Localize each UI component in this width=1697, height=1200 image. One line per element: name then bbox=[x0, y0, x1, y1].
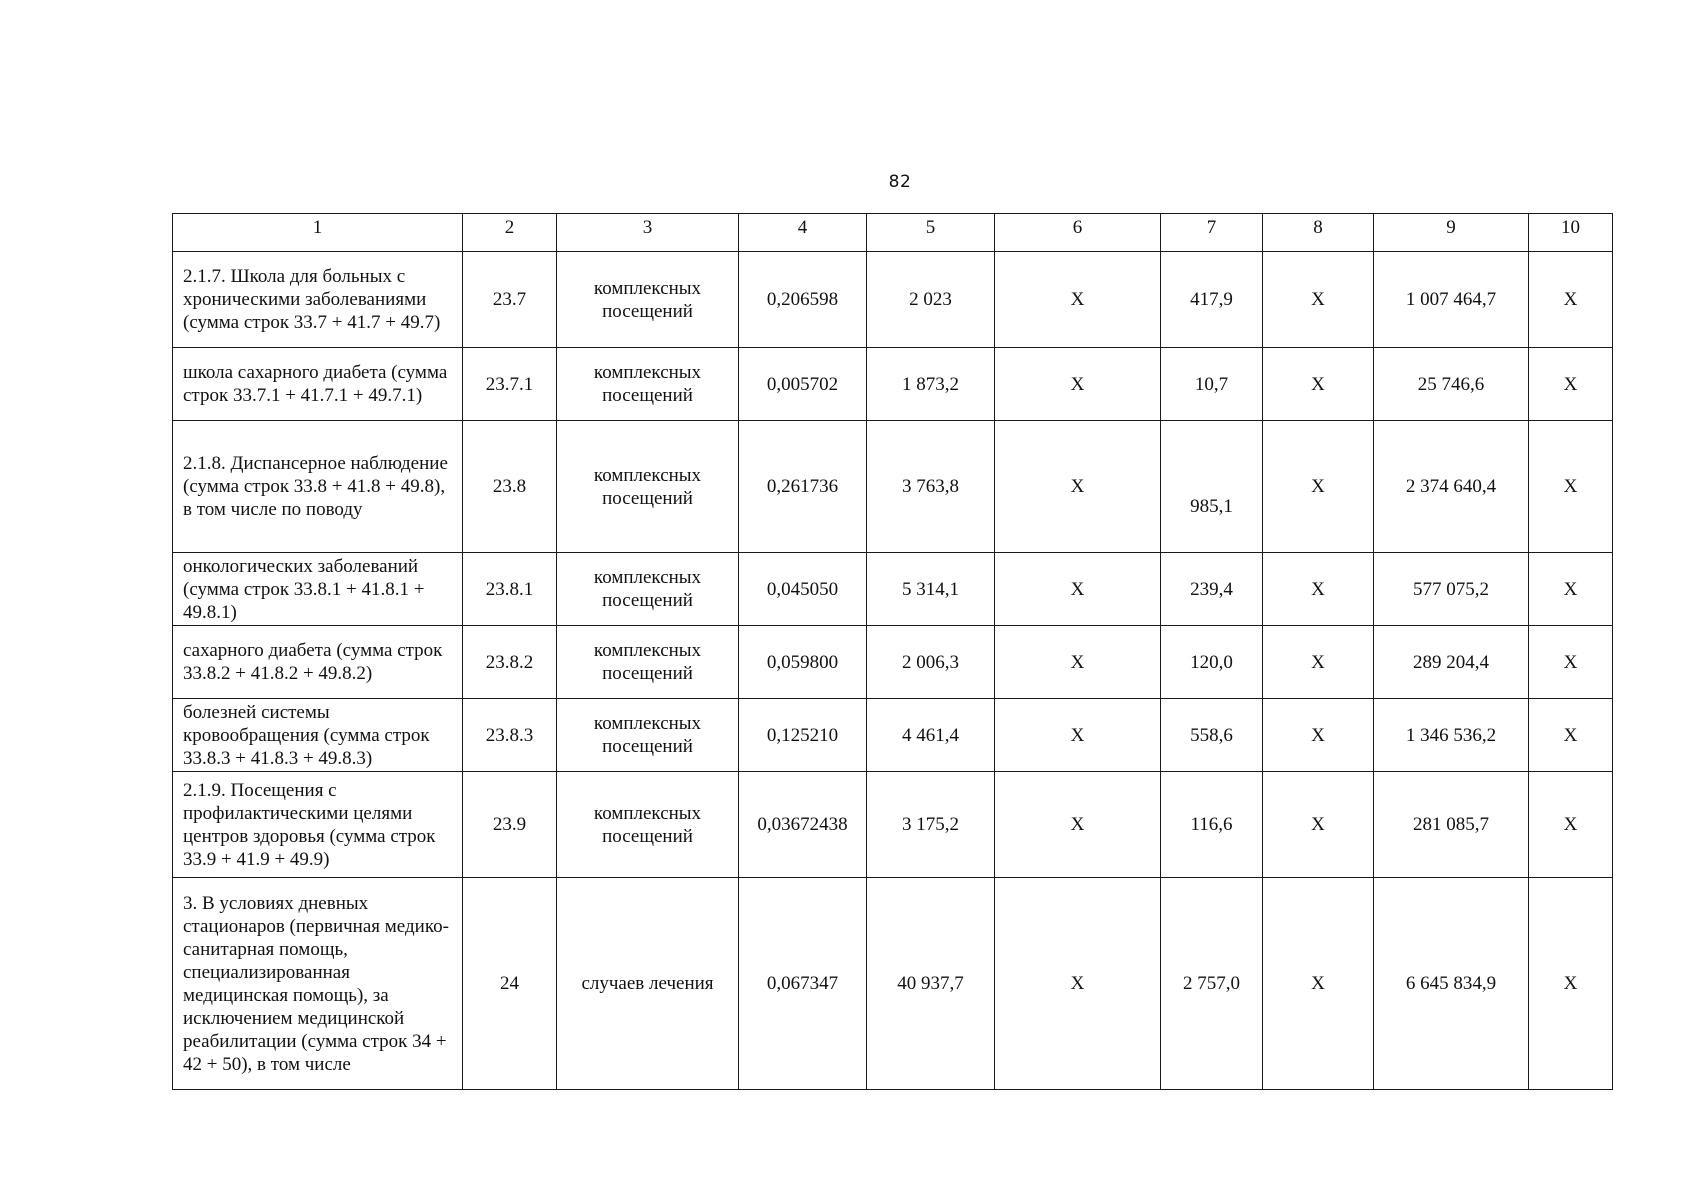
row-cell-6: Х bbox=[995, 878, 1161, 1090]
row-name-cell: 2.1.9. Посещения с профилактическими целями центров здоровья (сумма строк 33.9 + 41.9 + 49.9) bbox=[173, 772, 463, 878]
header-cell-6: 6 bbox=[995, 214, 1161, 252]
table-row bbox=[173, 421, 1613, 553]
row-unit-cell: комплексных посещений bbox=[557, 348, 739, 421]
header-cell-9: 9 bbox=[1374, 214, 1529, 252]
header-cell-10: 10 bbox=[1529, 214, 1613, 252]
row-cell-4: 0,067347 bbox=[739, 878, 867, 1090]
row-cell-4: 0,206598 bbox=[739, 252, 867, 348]
row-cell-10: Х bbox=[1529, 252, 1613, 348]
table-row bbox=[173, 553, 1613, 626]
row-name-cell: онкологических заболеваний (сумма строк 33.8.1 + 41.8.1 + 49.8.1) bbox=[173, 553, 463, 626]
row-cell-4: 0,125210 bbox=[739, 699, 867, 772]
header-cell-4: 4 bbox=[739, 214, 867, 252]
row-cell-4: 0,045050 bbox=[739, 553, 867, 626]
row-cell-5: 5 314,1 bbox=[867, 553, 995, 626]
row-cell-8: Х bbox=[1263, 252, 1374, 348]
row-cell-9: 577 075,2 bbox=[1374, 553, 1529, 626]
row-unit-cell: комплексных посещений bbox=[557, 421, 739, 553]
row-cell-8: Х bbox=[1263, 421, 1374, 553]
row-cell-6: Х bbox=[995, 348, 1161, 421]
row-cell-10: Х bbox=[1529, 772, 1613, 878]
row-cell-9: 25 746,6 bbox=[1374, 348, 1529, 421]
row-cell-9: 281 085,7 bbox=[1374, 772, 1529, 878]
row-cell-7: 558,6 bbox=[1161, 699, 1263, 772]
row-cell-8: Х bbox=[1263, 772, 1374, 878]
row-cell-9: 6 645 834,9 bbox=[1374, 878, 1529, 1090]
row-cell-7: 985,1 bbox=[1161, 421, 1263, 553]
table-row bbox=[173, 772, 1613, 878]
row-name-cell: болезней системы кровообращения (сумма строк 33.8.3 + 41.8.3 + 49.8.3) bbox=[173, 699, 463, 772]
row-cell-10: Х bbox=[1529, 421, 1613, 553]
row-cell-6: Х bbox=[995, 626, 1161, 699]
header-cell-3: 3 bbox=[557, 214, 739, 252]
row-code-cell: 23.8.3 bbox=[463, 699, 557, 772]
row-cell-5: 40 937,7 bbox=[867, 878, 995, 1090]
row-cell-6: Х bbox=[995, 553, 1161, 626]
row-code-cell: 24 bbox=[463, 878, 557, 1090]
row-cell-9: 2 374 640,4 bbox=[1374, 421, 1529, 553]
row-unit-cell: комплексных посещений bbox=[557, 252, 739, 348]
header-cell-2: 2 bbox=[463, 214, 557, 252]
row-cell-7: 239,4 bbox=[1161, 553, 1263, 626]
header-cell-7: 7 bbox=[1161, 214, 1263, 252]
row-unit-cell: комплексных посещений bbox=[557, 699, 739, 772]
row-name-cell: школа сахарного диабета (сумма строк 33.7.1 + 41.7.1 + 49.7.1) bbox=[173, 348, 463, 421]
row-cell-8: Х bbox=[1263, 553, 1374, 626]
row-code-cell: 23.8 bbox=[463, 421, 557, 553]
table-row bbox=[173, 626, 1613, 699]
header-cell-1: 1 bbox=[173, 214, 463, 252]
row-cell-9: 289 204,4 bbox=[1374, 626, 1529, 699]
header-cell-5: 5 bbox=[867, 214, 995, 252]
row-unit-cell: комплексных посещений bbox=[557, 553, 739, 626]
row-cell-7: 116,6 bbox=[1161, 772, 1263, 878]
row-name-cell: сахарного диабета (сумма строк 33.8.2 + 41.8.2 + 49.8.2) bbox=[173, 626, 463, 699]
header-cell-8: 8 bbox=[1263, 214, 1374, 252]
row-cell-8: Х bbox=[1263, 626, 1374, 699]
row-name-cell: 2.1.8. Диспансерное наблюдение (сумма строк 33.8 + 41.8 + 49.8), в том числе по поводу bbox=[173, 421, 463, 553]
row-cell-8: Х bbox=[1263, 348, 1374, 421]
row-cell-4: 0,261736 bbox=[739, 421, 867, 553]
row-cell-7: 10,7 bbox=[1161, 348, 1263, 421]
row-cell-10: Х bbox=[1529, 553, 1613, 626]
row-cell-6: Х bbox=[995, 252, 1161, 348]
row-cell-5: 4 461,4 bbox=[867, 699, 995, 772]
table-row bbox=[173, 348, 1613, 421]
row-code-cell: 23.8.1 bbox=[463, 553, 557, 626]
row-cell-5: 3 175,2 bbox=[867, 772, 995, 878]
row-cell-6: Х bbox=[995, 421, 1161, 553]
row-code-cell: 23.7 bbox=[463, 252, 557, 348]
row-cell-7: 417,9 bbox=[1161, 252, 1263, 348]
row-cell-6: Х bbox=[995, 772, 1161, 878]
row-name-cell: 2.1.7. Школа для больных с хроническими заболеваниями (сумма строк 33.7 + 41.7 + 49.7) bbox=[173, 252, 463, 348]
table-row bbox=[173, 699, 1613, 772]
row-cell-8: Х bbox=[1263, 699, 1374, 772]
row-code-cell: 23.8.2 bbox=[463, 626, 557, 699]
row-cell-8: Х bbox=[1263, 878, 1374, 1090]
row-cell-10: Х bbox=[1529, 348, 1613, 421]
row-cell-10: Х bbox=[1529, 878, 1613, 1090]
page-number: 82 bbox=[888, 172, 912, 192]
header-row bbox=[173, 214, 1613, 252]
row-cell-4: 0,005702 bbox=[739, 348, 867, 421]
row-unit-cell: случаев лечения bbox=[557, 878, 739, 1090]
data-table bbox=[172, 213, 1613, 1090]
row-unit-cell: комплексных посещений bbox=[557, 626, 739, 699]
table-row bbox=[173, 252, 1613, 348]
row-cell-7: 120,0 bbox=[1161, 626, 1263, 699]
row-cell-5: 2 023 bbox=[867, 252, 995, 348]
row-cell-5: 3 763,8 bbox=[867, 421, 995, 553]
row-name-cell: 3. В условиях дневных стационаров (первичная медико-санитарная помощь, специализированная медицинская помощь), за исключением медицинской реабилитации (сумма строк 34 + 42 + 50), в том числе bbox=[173, 878, 463, 1090]
row-cell-4: 0,03672438 bbox=[739, 772, 867, 878]
row-cell-9: 1 346 536,2 bbox=[1374, 699, 1529, 772]
row-code-cell: 23.7.1 bbox=[463, 348, 557, 421]
row-cell-9: 1 007 464,7 bbox=[1374, 252, 1529, 348]
table-row bbox=[173, 878, 1613, 1090]
row-cell-5: 2 006,3 bbox=[867, 626, 995, 699]
row-cell-10: Х bbox=[1529, 699, 1613, 772]
row-cell-10: Х bbox=[1529, 626, 1613, 699]
row-cell-4: 0,059800 bbox=[739, 626, 867, 699]
row-cell-5: 1 873,2 bbox=[867, 348, 995, 421]
row-cell-6: Х bbox=[995, 699, 1161, 772]
row-code-cell: 23.9 bbox=[463, 772, 557, 878]
row-cell-7: 2 757,0 bbox=[1161, 878, 1263, 1090]
row-unit-cell: комплексных посещений bbox=[557, 772, 739, 878]
